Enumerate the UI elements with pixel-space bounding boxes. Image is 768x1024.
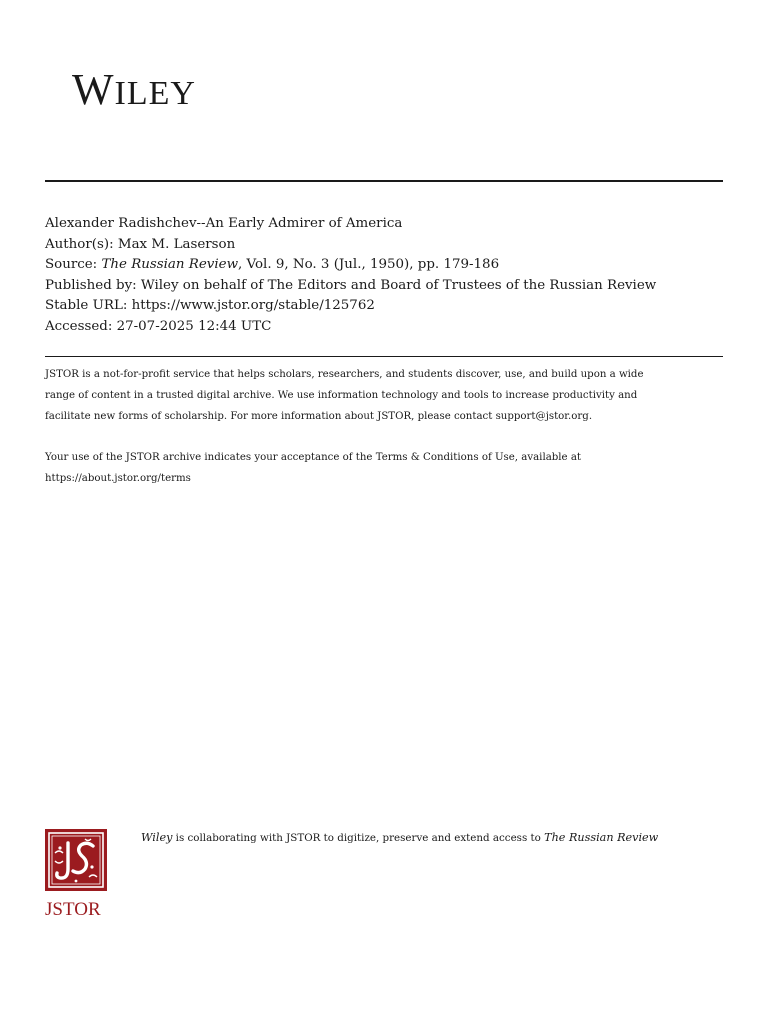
- source-journal: The Russian Review: [101, 257, 239, 272]
- terms-line-1: Your use of the JSTOR archive indicates your acceptance of the Terms & Conditions of Use, available at: [45, 452, 581, 464]
- notice-line-2: range of content in a trusted digital archive. We use information technology and tools to increase productivity and: [45, 389, 638, 401]
- wiley-logo: [72, 65, 196, 114]
- top-divider: [45, 180, 723, 182]
- published-line: Published by: Wiley on behalf of The Editors and Board of Trustees of the Russian Review: [45, 277, 657, 293]
- terms-paragraph: [45, 448, 725, 490]
- terms-link[interactable]: https://about.jstor.org/terms: [45, 472, 191, 484]
- middle-divider: [45, 356, 723, 357]
- journal-name: The Russian Review: [544, 831, 659, 844]
- source-label: Source:: [45, 257, 102, 272]
- source-details: , Vol. 9, No. 3 (Jul., 1950), pp. 179-186: [238, 257, 500, 272]
- notice-line-1: JSTOR is a not-for-profit service that helps scholars, researchers, and students discover, use, and build upon a wide: [45, 369, 644, 380]
- article-metadata: [45, 214, 735, 337]
- wiley-logo-initial: W: [72, 65, 115, 114]
- accessed-line: Accessed: 27-07-2025 12:44 UTC: [45, 318, 272, 334]
- collaboration-text: is collaborating with JSTOR to digitize, preserve and extend access to: [172, 832, 545, 844]
- source-line: [45, 255, 735, 276]
- notice-line-3: facilitate new forms of scholarship. For more information about JSTOR, please contact support@jstor.org.: [45, 410, 593, 422]
- authors-value: Max M. Laserson: [117, 236, 236, 252]
- jstor-wordmark: JSTOR: [45, 899, 101, 920]
- wiley-logo-rest: ILEY: [114, 75, 196, 112]
- publisher-name: Wiley: [141, 831, 173, 844]
- jstor-notice: [45, 365, 725, 511]
- jstor-about-paragraph: [45, 365, 725, 427]
- jstor-logo: [45, 829, 109, 919]
- article-title: Alexander Radishchev--An Early Admirer of America: [45, 216, 403, 231]
- collaboration-statement: [141, 832, 671, 845]
- stable-url-line[interactable]: Stable URL: https://www.jstor.org/stable/125762: [45, 298, 375, 313]
- jstor-emblem-icon: [45, 829, 107, 891]
- authors-line: [45, 235, 735, 256]
- authors-label: Author(s):: [45, 236, 118, 252]
